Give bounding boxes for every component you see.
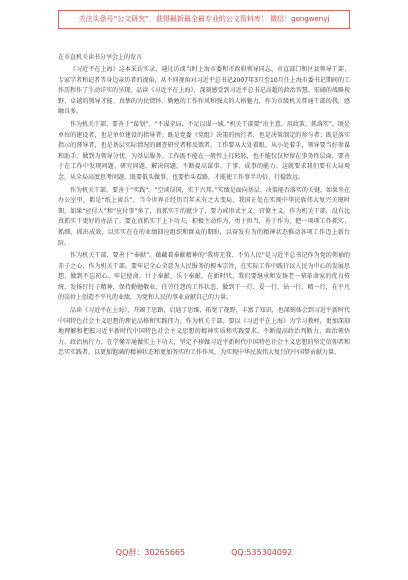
banner-text: 关注头条号“公文研究”，获得最新最全最专业的公文资料库！ 微信：gongwenyj [78,15,330,23]
document-title: 在市直机关读书分享会上的发言 [58,54,143,61]
document-body [58,52,350,361]
header-banner [58,10,350,29]
paragraph: 作为机关干部，要善于“谋划”。“不谋全局，不足以谋一域。”机关干部要“出主意、用政策、抓落实”，既是单位的建设者，也是单位建设的指导者；既是党委《党组》决策的执行者，也是决策制定的参与者；既是落实指示的督导者，也是基层实际情况的调查研究者和反馈者。工作要从大处着眼，从小处着手，领导要当好参谋和助手，做到为领导分忧、为基层服务。工作既不能在一般性上打转转，也不能仅仅停留在事务性层面，要善于在工作中发现问题、研究问题、解决问题，不断提高谋事、干事、成事的能力。这就要求我们要有大局观念，从全局高度思考问题，既要低头做事，也要抬头看路，才能使工作事半功倍、行稳致远。 [58,120,350,181]
qq-text: QQ:535304092 [231,548,293,557]
paragraph: 作为机关干部，要善于“实践”。“空谈误国，实干兴邦。”实绩是面向基层、决策能否落实的关键。如果坐在办公室里，都是“纸上谈兵”，当今世界正经历百年未有之大变局，我国正处在实现中华民族伟大复兴关键时期，如果“应付人”和“应付事”多了，真抓实干的就少了，要力戒形式主义、官僚主义。作为机关干部，没有比真抓实干更好的办法了。要在真抓实干上下功夫，积极主动作为，勇于担当，善于作为，把一项项工作抓实、抓细、抓出成效，以实实在在的业绩回应组织和群众的期盼，以奋发有为的精神状态推动各项工作迈上新台阶。 [58,186,350,247]
paragraph: 品读《习近平在上海》，开阔了思路，启迪了思维，拓宽了视野，丰富了知识，也深刻体会到习近平新时代中国特色社会主义思想的理论品格和实践伟力。作为机关干部，要以《习近平在上海》为学习教材，更加深刻地理解和把握习近平新时代中国特色社会主义思想的精神实质和实践要求，不断提高政治判断力、政治领悟力、政治执行力，在学懂弄通做实上下功夫，坚定不移做习近平新时代中国特色社会主义思想的坚定信仰者和忠实实践者，以更加饱满的精神状态和更加务实的工作作风，为实现中华民族伟大复兴的中国梦贡献力量。 [58,307,350,357]
paragraph: 《习近平在上海》这本采访实录，通过访谈当时上海市委和市政府领导同志、市直部门和区县领导干部、专家学者和记者等身边亲历者的视角，从不同视角对习近平总书记2007年3月至10月任上海市委书记期间的工作历程作了生动详实的呈现。品读《习近平在上海》，深刻感受到习近平总书记高超的政治智慧、宏阔的战略视野、卓越的领导才能、真挚的为民情怀、勤勉的工作作风和强大的人格魅力，作为市级机关普通干部的我，感触良多。 [58,66,350,116]
paragraph: 作为机关干部，要善于“奉献”。蕴藏着奉献精神的“我将无我、不负人民”是习近平总书记作为党的领袖的赤子之心，作为机关干部，要牢记全心全意为人民服务的根本宗旨，在实际工作中践行以人民为中心的发展思想，做到不忘初心、牢记使命，甘于奉献、乐于奉献。在新时代，我们要继承和发扬老一辈革命家的优良传统，发扬钉钉子精神，保持勤勉敬业、任劳任怨的工作状态，做到干一行、爱一行、钻一行、精一行，在平凡的岗位上创造不平凡的业绩，为党和人民的事业贡献自己的力量。 [58,252,350,302]
footer-contact [0,547,408,559]
qq-group-text: QQ群：30265665 [115,548,186,557]
